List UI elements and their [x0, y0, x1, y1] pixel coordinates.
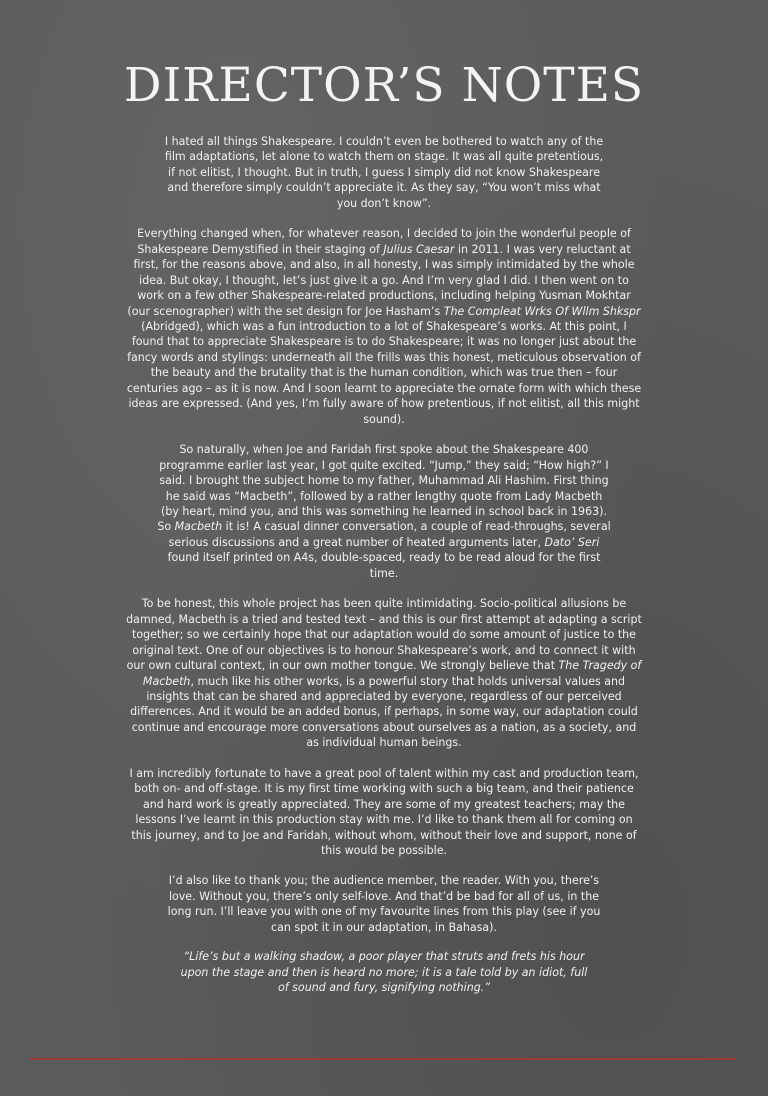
- notes-body: [126, 134, 642, 1011]
- paragraph-text: Everything changed when, for whatever reason, I decided to join the wonderful people of Shakespeare Demystified in their staging of: [137, 227, 631, 256]
- paragraph-text: So naturally, when Joe and Faridah first spoke about the Shakespeare 400 programme earlier last year, I got quite excited. “Jump,” they said; “How high?” I said. I brought the subject home to my father, Muhammad Ali Hashim. First thing he said was “Macbeth”, followed by a rather lengthy quote from Lady Macbeth (by heart, mind you, and this was something he learned in school back in 1963). So: [157, 443, 609, 534]
- paragraph-thanks-audience: I’d also like to thank you; the audience member, the reader. With you, there’s love. Without you, there’s only self-love. And that’d be bad for all of us, in the long run. I’ll leave you with one of my favourite lines from this play (see if you can spot it in our adaptation, in Bahasa).: [167, 874, 601, 934]
- paragraph-text: it is! A casual dinner conversation, a couple of read-throughs, several serious discussions and a great number of heated arguments later,: [168, 520, 611, 549]
- play-title: Dato’ Seri: [544, 535, 600, 549]
- play-title: The Compleat Wrks Of Wllm Shkspr: [443, 304, 641, 318]
- play-title: The Tragedy of Macbeth: [142, 659, 642, 688]
- paragraph-change: [126, 226, 642, 427]
- paragraph-text: (Abridged), which was a fun introduction to a lot of Shakespeare’s works. At this point, I found that to appreciate Shakespeare is to do Shakespeare; it was no longer just about the fancy words and stylings: underneath all the frills was this honest, meticulous observation of the beauty and the brutality that is the human condition, which was true then – four centuries ago – as it is now. And I soon learnt to appreciate the ornate form with which these ideas are expressed. (And yes, I’m fully aware of how pretentious, if not elitist, all this might sound).: [126, 319, 642, 426]
- closing-quote: “Life’s but a walking shadow, a poor player that struts and frets his hour upon the stage and then is heard no more; it is a tale told by an idiot, full of sound and fury, signifying nothing.”: [180, 950, 588, 995]
- paragraph-macbeth: [126, 442, 642, 581]
- paragraph-text: in 2011. I was very reluctant at first, for the reasons above, and also, in all honesty, I was simply intimidated by the whole idea. But okay, I thought, let’s just give it a go. And I’m very glad I did. I then went on to work on a few other Shakespeare-related productions, including helping Yusman Mokhtar (our scenographer) with the set design for Joe Hasham’s: [127, 242, 635, 318]
- paragraph-intro: I hated all things Shakespeare. I couldn’t even be bothered to watch any of the film adaptations, let alone to watch them on stage. It was all quite pretentious, if not elitist, I thought. But in truth, I guess I simply did not know Shakespeare and therefore simply couldn’t appreciate it. As they say, “You won’t miss what you don’t know”.: [164, 135, 604, 210]
- paragraph-text: To be honest, this whole project has been quite intimidating. Socio-political allusions be damned, Macbeth is a tried and tested text – and this is our first attempt at adapting a script together; so we certainly hope that our adaptation would do some amount of justice to the original text. One of our objectives is to honour Shakespeare’s work, and to connect it with our own cultural context, in our own mother tongue. We strongly believe that: [126, 597, 642, 673]
- paragraph-text: , much like his other works, is a powerful story that holds universal values and insights that can be shared and appreciated by everyone, regardless of our perceived differences. And it would be an added bonus, if perhaps, in some way, our adaptation could continue and encourage more conversations about ourselves as a nation, as a society, and as individual human beings.: [130, 674, 638, 750]
- play-title: Julius Caesar: [383, 242, 455, 256]
- play-title: Macbeth: [174, 520, 223, 534]
- paragraph-thanks-team: I am incredibly fortunate to have a great pool of talent within my cast and production team, both on- and off-stage. It is my first time working with such a big team, and their patience and hard work is greatly appreciated. They are some of my greatest teachers; may the lessons I’ve learnt in this production stay with me. I’d like to thank them all for coming on this journey, and to Joe and Faridah, without whom, without their love and support, none of this would be possible.: [129, 766, 639, 858]
- page-title: DIRECTOR’S NOTES: [123, 58, 645, 113]
- footer-divider: [30, 1058, 736, 1060]
- paragraph-intimidating: [126, 596, 642, 751]
- paragraph-text: found itself printed on A4s, double-spaced, ready to be read aloud for the first time.: [167, 551, 601, 580]
